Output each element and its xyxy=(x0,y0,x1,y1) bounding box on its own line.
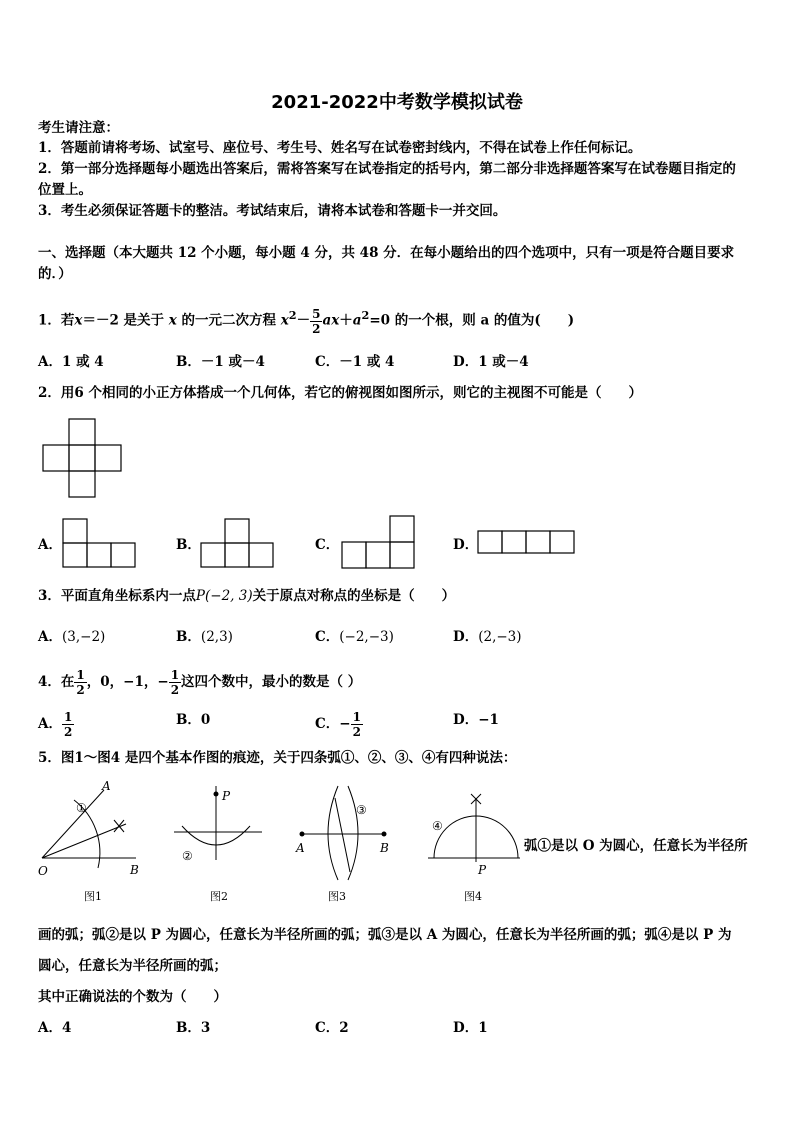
q3-option-c-label: C． xyxy=(315,629,340,645)
question-5-stem: 5．图1～图4 是四个基本作图的痕迹，关于四条弧①、②、③、④有四种说法： xyxy=(38,750,517,766)
q4-fraction-2 xyxy=(169,668,181,697)
q4-option-c-fraction xyxy=(351,710,363,739)
q2-option-d-figure[interactable] xyxy=(477,530,579,556)
q1-fraction xyxy=(310,307,322,336)
q2-top-view-figure xyxy=(40,418,130,500)
q4-mid: ，0，−1，− xyxy=(86,674,169,690)
q4-f2-den: 2 xyxy=(170,683,180,697)
q1-mid: 的一元二次方程 xyxy=(181,312,277,329)
fig4-arc-label: ④ xyxy=(432,819,443,833)
q4-option-a-label: A． xyxy=(38,716,62,732)
q2-option-a-figure[interactable] xyxy=(62,518,138,570)
notice-line-3: 3．考生必须保证答题卡的整洁。考试结束后，请将本试卷和答题卡一并交回。 xyxy=(38,203,507,219)
q1-sup2: 2 xyxy=(361,308,370,322)
q3-option-c-value: (−2,−3) xyxy=(339,629,394,645)
q4-fraction-1 xyxy=(74,668,86,697)
fig2-label-p: P xyxy=(222,789,231,803)
fig1-caption: 图1 xyxy=(84,890,102,903)
q1-frac-num: 5 xyxy=(312,306,321,321)
q3-pre: 3．平面直角坐标系内一点 xyxy=(38,588,196,604)
q5-option-a[interactable]: A．4 xyxy=(38,1020,72,1036)
q4-a-den: 2 xyxy=(63,725,73,739)
q4-option-a-fraction xyxy=(62,710,74,739)
q5-figure-1 xyxy=(36,780,146,905)
q2-option-b-figure[interactable] xyxy=(200,518,276,570)
fig4-caption: 图4 xyxy=(464,890,482,903)
q4-f2-num: 1 xyxy=(170,668,180,682)
q3-tail: 关于原点对称点的坐标是（ ） xyxy=(252,588,456,604)
q1-term1: x xyxy=(280,312,289,329)
q1-ax: ax xyxy=(322,312,340,329)
q5-option-b[interactable]: B．3 xyxy=(176,1020,211,1036)
q3-option-a[interactable] xyxy=(38,627,105,647)
q5-statement-3: 圆心，任意长为半径所画的弧； xyxy=(38,958,227,974)
q4-c-num: 1 xyxy=(352,710,361,724)
q5-figure-4 xyxy=(424,780,524,905)
q2-option-c-figure[interactable] xyxy=(340,514,418,570)
q1-sup: 2 xyxy=(288,308,297,322)
q1-var-x2: x xyxy=(168,312,177,329)
q4-option-c-label: C．− xyxy=(315,716,351,732)
q3-option-b-label: B． xyxy=(176,629,201,645)
notice-line-1: 1．答题前请将考场、试室号、座位号、考生号、姓名写在试卷密封线内，不得在试卷上作任何标记。 xyxy=(38,140,642,156)
q5-option-c[interactable]: C．2 xyxy=(315,1020,349,1036)
q1-plus: ＋ xyxy=(339,312,353,329)
q4-option-a[interactable] xyxy=(38,710,74,739)
q3-option-b-value: (2,3) xyxy=(200,629,233,645)
fig3-arc-label: ③ xyxy=(356,803,367,817)
fig3-point-b xyxy=(382,832,387,837)
q1-var-x: x xyxy=(74,312,83,329)
fig2-point-p xyxy=(214,792,219,797)
q3-option-d-label: D． xyxy=(453,629,479,645)
fig2-arc-label: ② xyxy=(182,849,193,863)
q4-f1-num: 1 xyxy=(76,668,85,682)
q1-frac-den: 2 xyxy=(312,321,321,336)
question-1-stem xyxy=(38,305,574,336)
fig1-label-b: B xyxy=(130,863,139,877)
q5-statement-2: 画的弧；弧②是以 P 为圆心，任意长为半径所画的弧；弧③是以 A 为圆心，任意长为半径所画的弧；弧④是以 P 为 xyxy=(38,927,732,943)
q2-option-b-label[interactable]: B． xyxy=(176,537,201,553)
q5-statement-1: 弧①是以 O 为圆心，任意长为半径所 xyxy=(524,838,748,854)
notice-line-2: 2．第一部分选择题每小题选出答案后，需将答案写在试卷指定的括号内，第二部分非选择题答案写在试卷题目指定的 xyxy=(38,161,736,177)
question-4-stem xyxy=(38,668,361,697)
q4-f1-den: 2 xyxy=(76,683,85,697)
q1-option-c[interactable]: C．－1 或 4 xyxy=(315,354,395,370)
q1-pre: 1．若 xyxy=(38,312,75,329)
fig3-label-a: A xyxy=(296,841,305,855)
q5-question: 其中正确说法的个数为（ ） xyxy=(38,989,227,1005)
q2-option-a-label[interactable]: A． xyxy=(38,537,62,553)
notice-line-2-cont: 位置上。 xyxy=(38,182,92,198)
q1-option-d[interactable]: D．1 或－4 xyxy=(453,354,529,370)
fig3-label-b: B xyxy=(380,841,389,855)
q4-tail: 这四个数中，最小的数是（ ） xyxy=(181,674,362,690)
fig3-caption: 图3 xyxy=(328,890,346,903)
q2-option-d-label[interactable]: D． xyxy=(453,537,479,553)
section-heading-line-2: 的．） xyxy=(38,266,72,282)
question-3-stem xyxy=(38,586,455,606)
q3-option-d[interactable] xyxy=(453,627,522,647)
q4-option-c[interactable] xyxy=(315,710,363,739)
q1-option-b[interactable]: B．－1 或－4 xyxy=(176,354,265,370)
q3-option-d-value: (2,−3) xyxy=(478,629,522,645)
q1-a: a xyxy=(352,312,362,329)
q3-option-b[interactable] xyxy=(176,627,233,647)
q3-option-a-value: (3,−2) xyxy=(61,629,106,645)
q1-tail: =0 的一个根，则 a 的值为( ) xyxy=(369,312,575,329)
q1-eq: ＝－2 是关于 xyxy=(82,312,165,329)
q1-option-a[interactable]: A．1 或 4 xyxy=(38,354,104,370)
fig1-arc-label: ① xyxy=(76,801,87,815)
fig4-label-p: P xyxy=(478,863,487,877)
q4-pre: 4．在 xyxy=(38,674,75,690)
notice-heading: 考生请注意： xyxy=(38,120,119,136)
fig1-label-a: A xyxy=(102,779,111,793)
fig2-caption: 图2 xyxy=(210,890,228,903)
q1-minus: － xyxy=(296,312,311,329)
fig3-point-a xyxy=(300,832,305,837)
question-2-stem: 2．用6 个相同的小正方体搭成一个几何体，若它的俯视图如图所示，则它的主视图不可能是（ ） xyxy=(38,385,642,401)
q4-a-num: 1 xyxy=(63,710,73,724)
q4-option-d[interactable]: D．−1 xyxy=(453,712,499,728)
q3-point: P(−2, 3) xyxy=(195,588,253,604)
page-title: 2021-2022中考数学模拟试卷 xyxy=(271,92,523,113)
q3-option-a-label: A． xyxy=(38,629,62,645)
q4-c-den: 2 xyxy=(352,725,361,739)
q3-option-c[interactable] xyxy=(315,627,394,647)
q2-option-c-label[interactable]: C． xyxy=(315,537,340,553)
q5-figure-2 xyxy=(170,780,270,905)
q4-option-b[interactable]: B．0 xyxy=(176,712,211,728)
fig1-label-o: O xyxy=(38,864,48,878)
q5-figure-3 xyxy=(290,780,400,905)
section-heading-line-1: 一、选择题（本大题共 12 个小题，每小题 4 分，共 48 分．在每小题给出的四个选项中，只有一项是符合题目要求 xyxy=(38,245,735,261)
q5-option-d[interactable]: D．1 xyxy=(453,1020,488,1036)
